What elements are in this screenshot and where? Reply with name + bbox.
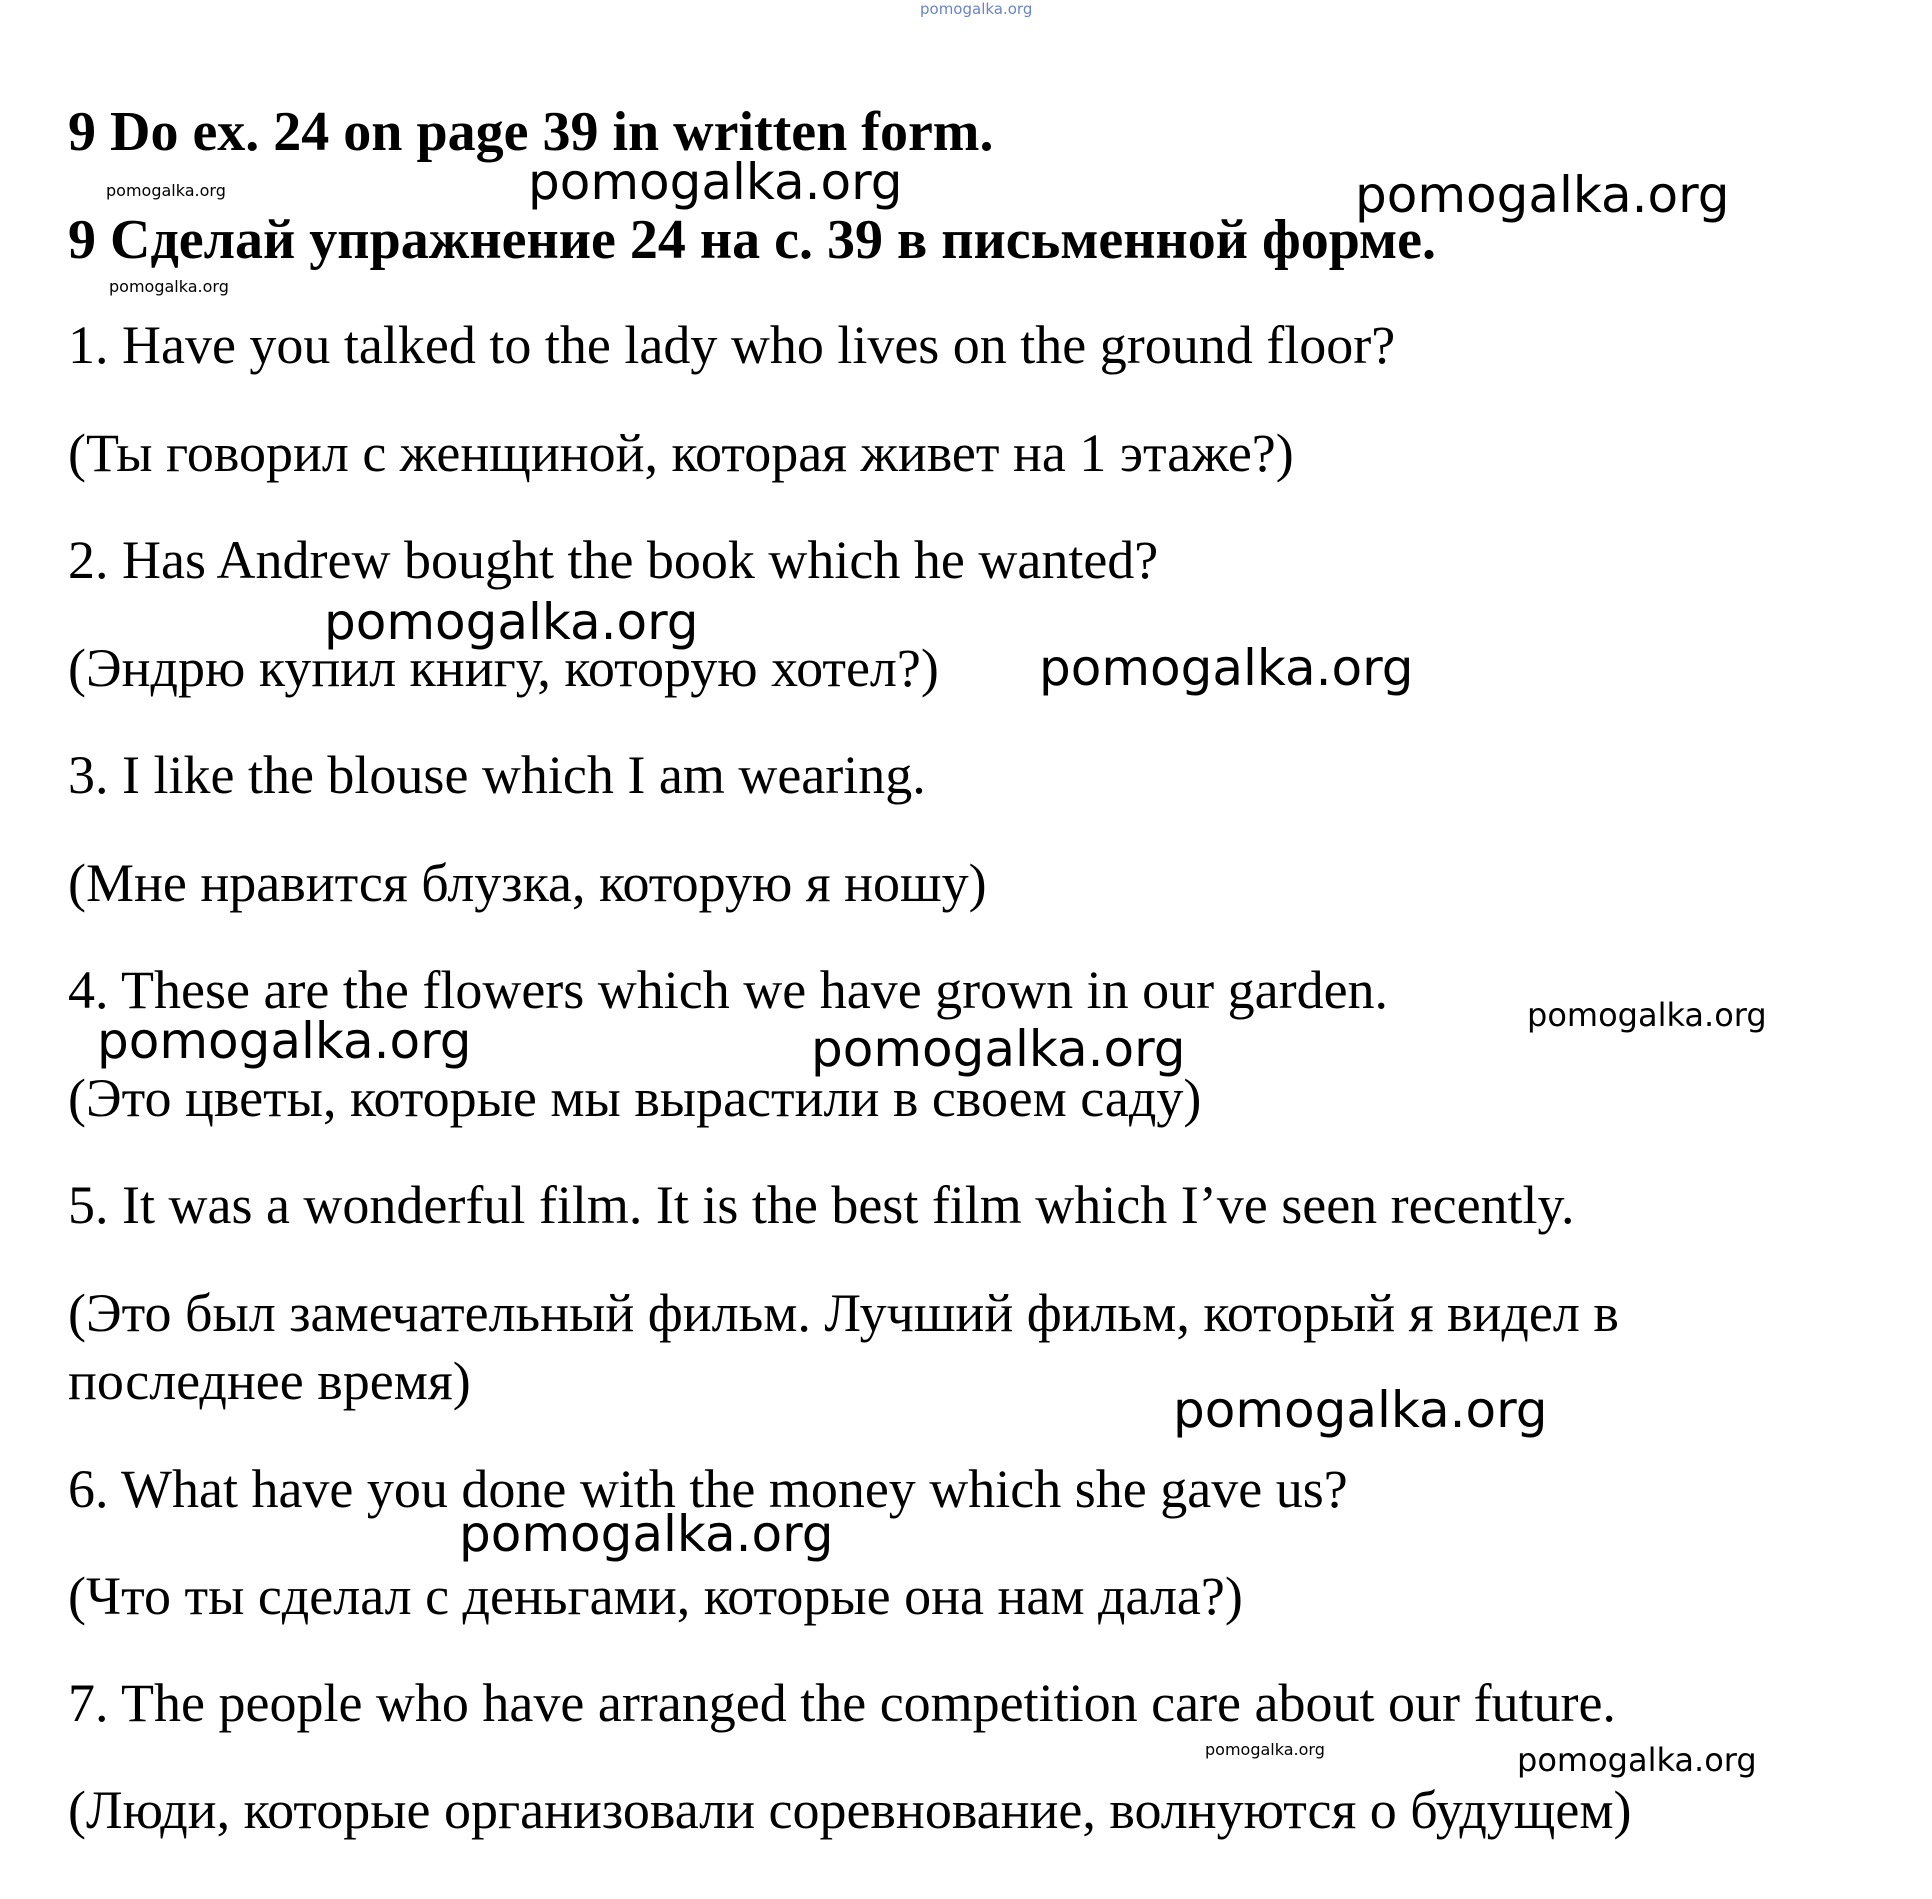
item-3-english: 3. I like the blouse which I am wearing.	[68, 745, 926, 805]
watermark: pomogalka.org	[1355, 166, 1730, 224]
watermark: pomogalka.org	[1173, 1381, 1548, 1439]
watermark: pomogalka.org	[1517, 1741, 1757, 1779]
item-7-english: 7. The people who have arranged the competition care about our future.	[68, 1673, 1616, 1733]
heading-english: 9 Do ex. 24 on page 39 in written form.	[68, 101, 994, 163]
watermark: pomogalka.org	[811, 1020, 1186, 1078]
item-4-russian: (Это цветы, которые мы вырастили в своем саду)	[68, 1068, 1202, 1128]
item-2-english: 2. Has Andrew bought the book which he wanted?	[68, 530, 1159, 590]
watermark: pomogalka.org	[528, 153, 903, 211]
watermark: pomogalka.org	[1205, 1740, 1325, 1759]
item-3-russian: (Мне нравится блузка, которую я ношу)	[68, 853, 987, 913]
watermark: pomogalka.org	[1039, 639, 1414, 697]
item-7-russian: (Люди, которые организовали соревнование, волнуются о будущем)	[68, 1780, 1632, 1840]
watermark: pomogalka.org	[97, 1012, 472, 1070]
watermark: pomogalka.org	[106, 181, 226, 200]
item-6-english: 6. What have you done with the money which she gave us?	[68, 1459, 1348, 1519]
item-5-english: 5. It was a wonderful film. It is the best film which I’ve seen recently.	[68, 1175, 1575, 1235]
item-5-russian-line-1: (Это был замечательный фильм. Лучший фильм, который я видел в	[68, 1283, 1619, 1343]
item-1-russian: (Ты говорил с женщиной, которая живет на 1 этаже?)	[68, 423, 1294, 483]
watermark: pomogalka.org	[1527, 996, 1767, 1034]
item-4-english: 4. These are the flowers which we have grown in our garden.	[68, 960, 1389, 1020]
watermark: pomogalka.org	[459, 1505, 834, 1563]
heading-russian: 9 Сделай упражнение 24 на с. 39 в письменной форме.	[68, 209, 1437, 271]
watermark-top: pomogalka.org	[920, 0, 1033, 18]
item-2-russian: (Эндрю купил книгу, которую хотел?)	[68, 638, 939, 698]
item-1-english: 1. Have you talked to the lady who lives on the ground floor?	[68, 315, 1396, 375]
item-5-russian-line-2: последнее время)	[68, 1351, 471, 1411]
watermark: pomogalka.org	[109, 277, 229, 296]
watermark: pomogalka.org	[324, 593, 699, 651]
item-6-russian: (Что ты сделал с деньгами, которые она нам дала?)	[68, 1566, 1243, 1626]
